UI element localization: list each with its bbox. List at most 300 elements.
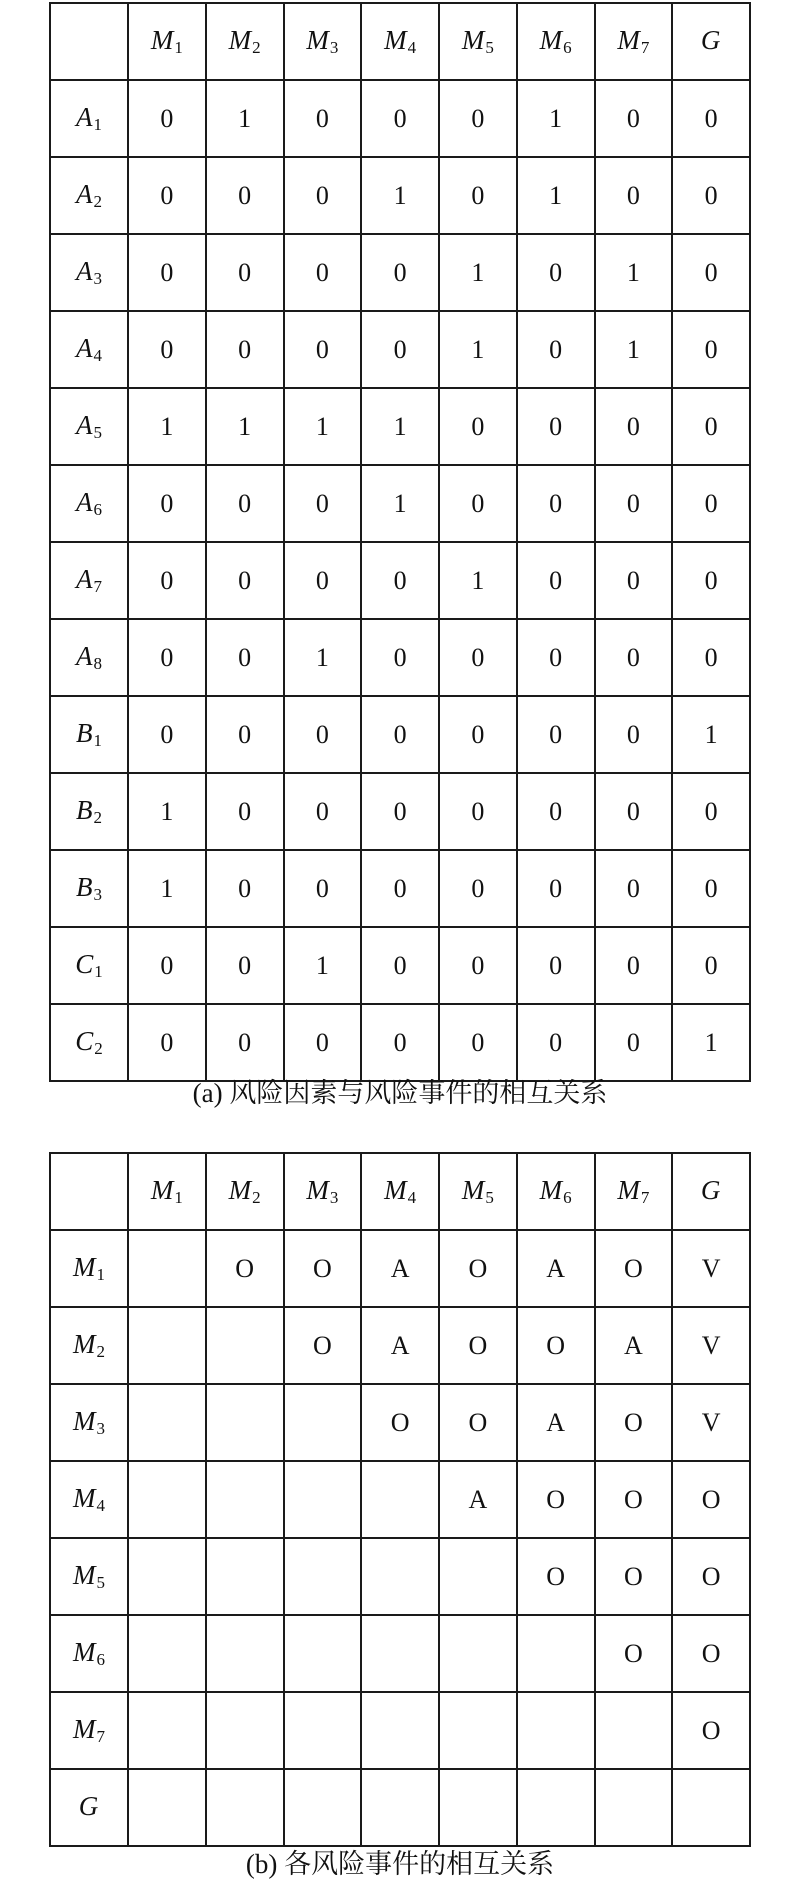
table-row: [50, 1769, 750, 1846]
matrix-cell: 0: [128, 80, 206, 157]
matrix-cell: [128, 1615, 206, 1692]
matrix-cell: O: [672, 1692, 750, 1769]
matrix-cell: 0: [517, 696, 595, 773]
matrix-cell: 0: [439, 465, 517, 542]
table-row: [50, 927, 750, 1004]
matrix-cell: V: [672, 1230, 750, 1307]
matrix-cell: 0: [672, 850, 750, 927]
column-header: [128, 1153, 206, 1230]
matrix-cell: O: [284, 1230, 362, 1307]
matrix-cell: 0: [595, 80, 673, 157]
matrix-cell: 0: [595, 388, 673, 465]
label-subscript: 4: [407, 38, 417, 57]
matrix-cell: O: [595, 1384, 673, 1461]
table-row: [50, 80, 750, 157]
row-header: [50, 542, 128, 619]
matrix-cell: 1: [517, 80, 595, 157]
matrix-cell: [517, 1615, 595, 1692]
matrix-cell: 1: [206, 388, 284, 465]
matrix-cell: 0: [439, 696, 517, 773]
label-subscript: 2: [96, 1342, 105, 1361]
matrix-cell: 0: [206, 773, 284, 850]
table-row: [50, 1692, 750, 1769]
matrix-cell: [595, 1692, 673, 1769]
matrix-cell: [517, 1692, 595, 1769]
label-letter: M: [306, 1175, 329, 1205]
row-header: [50, 773, 128, 850]
table-row: [50, 619, 750, 696]
column-header: [284, 1153, 362, 1230]
label-letter: M: [73, 1637, 96, 1667]
matrix-cell: 0: [439, 388, 517, 465]
label-letter: M: [150, 25, 174, 55]
matrix-cell: 0: [672, 619, 750, 696]
label-letter: M: [73, 1329, 96, 1359]
label-letter: M: [461, 1175, 485, 1205]
matrix-cell: 0: [206, 311, 284, 388]
matrix-cell: 0: [284, 850, 362, 927]
table-row: [50, 1307, 750, 1384]
matrix-cell: 0: [284, 542, 362, 619]
row-header: [50, 388, 128, 465]
column-header: [206, 1153, 284, 1230]
matrix-cell: 0: [206, 1004, 284, 1081]
label-letter: M: [73, 1406, 96, 1436]
table-row: [50, 311, 750, 388]
matrix-cell: 0: [128, 234, 206, 311]
column-header: [439, 3, 517, 80]
matrix-cell: 0: [672, 927, 750, 1004]
label-letter: G: [78, 1791, 99, 1821]
label-letter: M: [617, 25, 640, 55]
matrix-cell: [439, 1538, 517, 1615]
label-subscript: 5: [485, 1188, 494, 1207]
label-letter: A: [76, 410, 93, 440]
matrix-cell: 0: [672, 234, 750, 311]
matrix-cell: 0: [361, 542, 439, 619]
table-row: [50, 696, 750, 773]
row-header: [50, 1004, 128, 1081]
label-letter: A: [76, 564, 93, 594]
row-header: [50, 1769, 128, 1846]
row-header: [50, 1384, 128, 1461]
label-subscript: 2: [252, 38, 261, 57]
label-subscript: 2: [252, 1188, 261, 1207]
label-subscript: 6: [563, 38, 572, 57]
label-subscript: 5: [485, 38, 494, 57]
matrix-cell: 0: [128, 311, 206, 388]
matrix-cell: [128, 1461, 206, 1538]
matrix-cell: 0: [595, 696, 673, 773]
row-header: [50, 927, 128, 1004]
matrix-cell: [361, 1615, 439, 1692]
matrix-cell: O: [517, 1538, 595, 1615]
matrix-cell: [128, 1692, 206, 1769]
matrix-cell: 0: [361, 1004, 439, 1081]
label-subscript: 7: [93, 577, 102, 596]
matrix-cell: 1: [517, 157, 595, 234]
matrix-cell: 0: [439, 80, 517, 157]
table-row: [50, 465, 750, 542]
matrix-cell: 0: [517, 850, 595, 927]
column-header: [361, 1153, 439, 1230]
matrix-cell: 0: [206, 619, 284, 696]
matrix-cell: 0: [128, 157, 206, 234]
label-subscript: 3: [329, 1188, 339, 1207]
risk-event-relation-matrix-body: [50, 1153, 750, 1846]
matrix-cell: 0: [517, 234, 595, 311]
matrix-cell: 0: [439, 773, 517, 850]
label-letter: M: [73, 1483, 96, 1513]
table-row: [50, 542, 750, 619]
label-subscript: 1: [94, 962, 103, 981]
table-row: [50, 1538, 750, 1615]
corner-cell: [50, 3, 128, 80]
matrix-cell: O: [361, 1384, 439, 1461]
matrix-cell: 0: [672, 157, 750, 234]
matrix-cell: 1: [361, 388, 439, 465]
row-header: [50, 311, 128, 388]
risk-factor-event-matrix: [49, 2, 751, 1082]
matrix-cell: [672, 1769, 750, 1846]
label-subscript: 3: [329, 38, 339, 57]
column-header: [284, 3, 362, 80]
label-subscript: 7: [640, 1188, 650, 1207]
label-letter: B: [76, 718, 93, 748]
matrix-cell: 1: [361, 465, 439, 542]
label-letter: M: [384, 25, 407, 55]
matrix-cell: 0: [361, 619, 439, 696]
column-header: [672, 1153, 750, 1230]
matrix-cell: 1: [439, 542, 517, 619]
label-letter: M: [73, 1560, 96, 1590]
row-header: [50, 696, 128, 773]
header-row: [50, 1153, 750, 1230]
matrix-cell: O: [439, 1307, 517, 1384]
matrix-cell: O: [672, 1461, 750, 1538]
table-row: [50, 1384, 750, 1461]
matrix-cell: [284, 1615, 362, 1692]
label-letter: A: [76, 641, 93, 671]
matrix-cell: 0: [439, 619, 517, 696]
label-letter: C: [75, 1026, 94, 1056]
matrix-cell: A: [595, 1307, 673, 1384]
matrix-cell: A: [517, 1384, 595, 1461]
matrix-cell: A: [517, 1230, 595, 1307]
label-subscript: 1: [174, 1188, 183, 1207]
label-letter: M: [73, 1714, 96, 1744]
table-row: [50, 388, 750, 465]
label-subscript: 5: [93, 423, 102, 442]
label-letter: A: [76, 333, 93, 363]
label-letter: M: [384, 1175, 407, 1205]
matrix-cell: 1: [128, 388, 206, 465]
row-header: [50, 157, 128, 234]
matrix-cell: 0: [672, 80, 750, 157]
label-letter: A: [76, 487, 93, 517]
matrix-cell: O: [517, 1307, 595, 1384]
matrix-cell: 0: [439, 1004, 517, 1081]
matrix-cell: [206, 1384, 284, 1461]
table-row: [50, 1461, 750, 1538]
matrix-cell: 1: [595, 311, 673, 388]
label-letter: A: [76, 102, 93, 132]
matrix-cell: 1: [439, 234, 517, 311]
matrix-cell: O: [595, 1538, 673, 1615]
label-letter: C: [75, 949, 94, 979]
label-subscript: 6: [93, 500, 102, 519]
label-subscript: 2: [94, 1039, 103, 1058]
matrix-cell: 0: [361, 696, 439, 773]
table-row: [50, 850, 750, 927]
column-header: [128, 3, 206, 80]
matrix-cell: 0: [128, 465, 206, 542]
matrix-cell: [128, 1769, 206, 1846]
header-row: [50, 3, 750, 80]
matrix-cell: 0: [128, 542, 206, 619]
label-subscript: 1: [93, 115, 102, 134]
matrix-cell: A: [361, 1230, 439, 1307]
matrix-cell: 0: [128, 619, 206, 696]
label-letter: M: [228, 1175, 252, 1205]
label-subscript: 5: [96, 1573, 105, 1592]
matrix-cell: [439, 1692, 517, 1769]
matrix-cell: 0: [128, 696, 206, 773]
matrix-cell: 0: [284, 696, 362, 773]
column-header: [595, 1153, 673, 1230]
label-letter: G: [700, 1175, 721, 1205]
matrix-cell: 0: [672, 542, 750, 619]
matrix-cell: [206, 1461, 284, 1538]
matrix-cell: 0: [517, 388, 595, 465]
row-header: [50, 234, 128, 311]
column-header: [672, 3, 750, 80]
matrix-cell: 0: [672, 311, 750, 388]
matrix-cell: 0: [595, 619, 673, 696]
matrix-cell: 0: [206, 927, 284, 1004]
matrix-cell: 0: [517, 773, 595, 850]
matrix-cell: [284, 1538, 362, 1615]
table-row: [50, 1615, 750, 1692]
label-subscript: 6: [96, 1650, 105, 1669]
row-header: [50, 1461, 128, 1538]
matrix-cell: 1: [672, 1004, 750, 1081]
column-header: [595, 3, 673, 80]
label-subscript: 7: [640, 38, 650, 57]
matrix-cell: 0: [439, 157, 517, 234]
matrix-cell: 0: [595, 927, 673, 1004]
matrix-cell: 0: [128, 927, 206, 1004]
table-row: [50, 157, 750, 234]
label-letter: M: [306, 25, 329, 55]
label-letter: M: [228, 25, 252, 55]
label-letter: B: [76, 795, 93, 825]
matrix-cell: 0: [284, 1004, 362, 1081]
row-header: [50, 1230, 128, 1307]
label-letter: M: [539, 1175, 563, 1205]
matrix-cell: O: [439, 1384, 517, 1461]
matrix-cell: 0: [672, 388, 750, 465]
label-subscript: 1: [96, 1265, 105, 1284]
label-subscript: 3: [96, 1419, 105, 1438]
matrix-cell: 0: [361, 927, 439, 1004]
matrix-cell: O: [595, 1230, 673, 1307]
matrix-cell: V: [672, 1384, 750, 1461]
matrix-cell: 0: [517, 465, 595, 542]
matrix-cell: [361, 1769, 439, 1846]
matrix-cell: O: [439, 1230, 517, 1307]
label-letter: B: [76, 872, 93, 902]
matrix-cell: 1: [128, 850, 206, 927]
row-header: [50, 1615, 128, 1692]
matrix-cell: 1: [284, 619, 362, 696]
matrix-cell: 1: [595, 234, 673, 311]
matrix-cell: 1: [284, 927, 362, 1004]
column-header: [517, 3, 595, 80]
table-row: [50, 773, 750, 850]
matrix-cell: 0: [595, 542, 673, 619]
label-subscript: 2: [93, 192, 102, 211]
matrix-cell: 0: [206, 696, 284, 773]
risk-event-relation-matrix: [49, 1152, 751, 1847]
corner-cell: [50, 1153, 128, 1230]
matrix-cell: 0: [284, 311, 362, 388]
matrix-cell: 0: [517, 927, 595, 1004]
matrix-cell: 0: [361, 850, 439, 927]
matrix-cell: 0: [517, 311, 595, 388]
matrix-cell: 0: [672, 773, 750, 850]
label-subscript: 3: [93, 269, 102, 288]
matrix-cell: [206, 1692, 284, 1769]
column-header: [361, 3, 439, 80]
label-subscript: 6: [563, 1188, 572, 1207]
matrix-cell: [439, 1769, 517, 1846]
matrix-cell: 0: [361, 311, 439, 388]
matrix-cell: [517, 1769, 595, 1846]
matrix-cell: O: [284, 1307, 362, 1384]
matrix-cell: 0: [517, 542, 595, 619]
label-letter: M: [150, 1175, 174, 1205]
row-header: [50, 1538, 128, 1615]
matrix-cell: 0: [595, 850, 673, 927]
matrix-cell: [128, 1538, 206, 1615]
matrix-cell: 1: [361, 157, 439, 234]
label-subscript: 4: [96, 1496, 105, 1515]
matrix-cell: [128, 1307, 206, 1384]
matrix-cell: [284, 1769, 362, 1846]
row-header: [50, 1307, 128, 1384]
matrix-cell: 1: [672, 696, 750, 773]
matrix-cell: 0: [361, 80, 439, 157]
matrix-cell: 0: [284, 234, 362, 311]
risk-factor-event-matrix-body: [50, 3, 750, 1081]
matrix-cell: 0: [128, 1004, 206, 1081]
matrix-cell: 0: [439, 927, 517, 1004]
matrix-cell: 0: [206, 234, 284, 311]
matrix-cell: 0: [361, 234, 439, 311]
row-header: [50, 850, 128, 927]
table-row: [50, 234, 750, 311]
label-subscript: 8: [93, 654, 102, 673]
matrix-cell: A: [361, 1307, 439, 1384]
matrix-cell: 0: [439, 850, 517, 927]
matrix-cell: O: [672, 1615, 750, 1692]
matrix-cell: O: [517, 1461, 595, 1538]
row-header: [50, 619, 128, 696]
matrix-cell: [206, 1615, 284, 1692]
matrix-cell: 0: [284, 773, 362, 850]
matrix-cell: [595, 1769, 673, 1846]
row-header: [50, 1692, 128, 1769]
matrix-cell: 1: [206, 80, 284, 157]
label-subscript: 1: [174, 38, 183, 57]
column-header: [517, 1153, 595, 1230]
label-letter: A: [76, 179, 93, 209]
matrix-cell: V: [672, 1307, 750, 1384]
matrix-cell: 1: [284, 388, 362, 465]
label-subscript: 7: [96, 1727, 105, 1746]
label-subscript: 4: [407, 1188, 417, 1207]
label-letter: G: [700, 25, 721, 55]
matrix-cell: 1: [439, 311, 517, 388]
matrix-cell: O: [595, 1461, 673, 1538]
matrix-cell: 1: [128, 773, 206, 850]
matrix-cell: 0: [595, 157, 673, 234]
row-header: [50, 80, 128, 157]
matrix-cell: [284, 1384, 362, 1461]
matrix-cell: [439, 1615, 517, 1692]
label-subscript: 2: [93, 808, 102, 827]
label-letter: M: [73, 1252, 96, 1282]
matrix-cell: 0: [284, 157, 362, 234]
table-row: [50, 1230, 750, 1307]
matrix-cell: 0: [284, 465, 362, 542]
matrix-cell: O: [595, 1615, 673, 1692]
column-header: [439, 1153, 517, 1230]
matrix-cell: 0: [284, 80, 362, 157]
matrix-cell: [284, 1461, 362, 1538]
matrix-cell: 0: [595, 773, 673, 850]
matrix-cell: 0: [361, 773, 439, 850]
label-subscript: 3: [93, 885, 102, 904]
matrix-cell: [361, 1692, 439, 1769]
matrix-cell: 0: [517, 619, 595, 696]
matrix-cell: O: [206, 1230, 284, 1307]
matrix-cell: [128, 1230, 206, 1307]
matrix-cell: O: [672, 1538, 750, 1615]
label-letter: A: [76, 256, 93, 286]
table-a-caption: (a) 风险因素与风险事件的相互关系: [192, 1078, 608, 1108]
matrix-cell: [361, 1461, 439, 1538]
matrix-cell: [128, 1384, 206, 1461]
matrix-cell: 0: [206, 850, 284, 927]
matrix-cell: [284, 1692, 362, 1769]
column-header: [206, 3, 284, 80]
row-header: [50, 465, 128, 542]
matrix-cell: 0: [206, 542, 284, 619]
label-subscript: 4: [93, 346, 102, 365]
label-letter: M: [617, 1175, 640, 1205]
matrix-cell: [206, 1769, 284, 1846]
table-b-caption: (b) 各风险事件的相互关系: [245, 1849, 555, 1879]
label-subscript: 1: [93, 731, 102, 750]
matrix-cell: [361, 1538, 439, 1615]
matrix-cell: 0: [595, 1004, 673, 1081]
table-row: [50, 1004, 750, 1081]
matrix-cell: 0: [517, 1004, 595, 1081]
matrix-cell: 0: [595, 465, 673, 542]
matrix-cell: A: [439, 1461, 517, 1538]
